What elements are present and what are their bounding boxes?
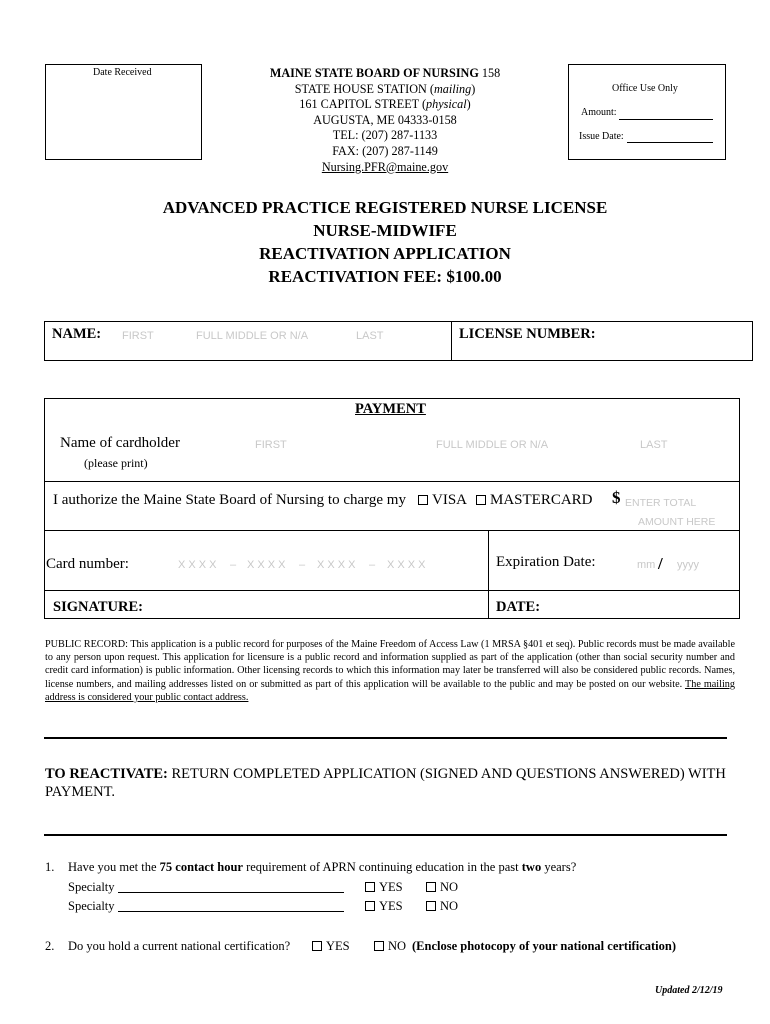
q1-row1-yes-label: YES xyxy=(379,880,403,894)
payment-heading: PAYMENT xyxy=(355,401,426,417)
license-number-label: LICENSE NUMBER: xyxy=(459,326,596,342)
physical-line xyxy=(220,97,550,113)
date-received-box[interactable] xyxy=(45,64,202,160)
separator-2 xyxy=(44,834,727,836)
cardholder-last-field[interactable]: LAST xyxy=(640,439,668,451)
city-line: AUGUSTA, ME 04333-0158 xyxy=(313,112,457,127)
mastercard-label: MASTERCARD xyxy=(490,492,593,508)
reactivate-instructions xyxy=(45,765,735,801)
license-number-field[interactable] xyxy=(612,324,750,358)
q1-row1-yes[interactable] xyxy=(365,880,403,895)
q1-row1-yes-checkbox[interactable] xyxy=(365,882,375,892)
q2-yes-checkbox[interactable] xyxy=(312,941,322,951)
reactivate-label: TO REACTIVATE: xyxy=(45,766,168,782)
payment-divider-1 xyxy=(44,481,740,482)
q2-no-label: NO xyxy=(388,939,407,953)
q1-row1-no-label: NO xyxy=(440,880,459,894)
q1-text-e: years? xyxy=(541,860,577,874)
email-link[interactable]: Nursing.PFR@maine.gov xyxy=(321,159,449,174)
cardholder-label: Name of cardholder xyxy=(60,435,180,451)
title-line-1: ADVANCED PRACTICE REGISTERED NURSE LICENSE xyxy=(162,198,608,217)
mastercard-option[interactable] xyxy=(476,492,593,509)
public-record-underlined: The mailing address is considered your public contact address. xyxy=(45,678,735,703)
payment-vertical-divider xyxy=(488,530,489,619)
issue-date-label: Issue Date: xyxy=(579,131,624,142)
reactivate-text: RETURN COMPLETED APPLICATION (SIGNED AND QUESTIONS ANSWERED) WITH PAYMENT. xyxy=(45,766,726,800)
title-line-2: NURSE-MIDWIFE xyxy=(313,221,457,240)
physical-suffix: ) xyxy=(466,97,471,112)
office-use-label: Office Use Only xyxy=(612,83,678,94)
card-sep-1: – xyxy=(230,559,237,571)
payment-divider-2 xyxy=(44,530,740,531)
fax-line: FAX: (207) 287-1149 xyxy=(332,143,438,158)
mailing-suffix: ) xyxy=(471,81,476,96)
card-sep-3: – xyxy=(369,559,376,571)
name-license-divider xyxy=(451,321,452,361)
expiration-year-field[interactable]: yyyy xyxy=(677,559,699,571)
visa-label: VISA xyxy=(432,492,468,508)
q1-row2-yes-label: YES xyxy=(379,899,403,913)
q1-text xyxy=(68,860,576,875)
cardholder-first-field[interactable]: FIRST xyxy=(255,439,287,451)
q1-contact-hours: 75 contact hour xyxy=(159,860,243,874)
card-sep-2: – xyxy=(299,559,306,571)
visa-option[interactable] xyxy=(418,492,467,509)
card-group-3[interactable]: X X X X xyxy=(317,559,356,571)
q1-row2-no[interactable] xyxy=(426,899,458,914)
dollar-sign: $ xyxy=(612,488,621,507)
total-amount-field-line2: AMOUNT HERE xyxy=(638,516,716,528)
name-last-field[interactable]: LAST xyxy=(356,330,384,342)
separator-1 xyxy=(44,737,727,739)
public-record-body: PUBLIC RECORD: This application is a public record for purposes of the Maine Freedom of Access Law (1 MRSA §401 et seq). Public records must be made available to any person upon request. This application for licensure is a public record and information supplied as part of the application (other than social security number and credit card information) is public information. Other licensing records to which this information may later be transferred will also be considered public records. Names, license numbers, and mailing addresses listed on or submitted as part of this application will be available to the public and may be posted on our website. xyxy=(45,639,735,690)
expiration-label: Expiration Date: xyxy=(496,554,596,570)
signature-field[interactable] xyxy=(150,593,484,617)
q1-number: 1. xyxy=(45,860,55,874)
name-label: NAME: xyxy=(52,326,102,342)
q2-yes-label: YES xyxy=(326,939,350,953)
q2-no[interactable] xyxy=(374,939,406,954)
mailing-prefix: STATE HOUSE STATION ( xyxy=(294,81,434,96)
q1-row1-no[interactable] xyxy=(426,880,458,895)
card-group-4[interactable]: X X X X xyxy=(387,559,426,571)
form-title xyxy=(0,196,770,288)
office-use-box xyxy=(568,64,726,160)
q1-row2-no-checkbox[interactable] xyxy=(426,901,436,911)
mailing-line xyxy=(220,82,550,98)
issue-date-field[interactable] xyxy=(627,142,713,143)
expiration-month-field[interactable]: mm xyxy=(637,559,656,571)
title-line-4: REACTIVATION FEE: $100.00 xyxy=(268,267,502,286)
board-address xyxy=(220,66,550,175)
amount-label: Amount: xyxy=(581,107,617,118)
q1-text-c: requirement of APRN continuing education in the past xyxy=(242,860,522,874)
visa-checkbox[interactable] xyxy=(418,495,428,505)
q1-row2-yes[interactable] xyxy=(365,899,403,914)
q1-row2-yes-checkbox[interactable] xyxy=(365,901,375,911)
date-received-label: Date Received xyxy=(93,67,152,78)
authorize-text: I authorize the Maine State Board of Nursing to charge my xyxy=(53,492,406,508)
specialty-field-2[interactable] xyxy=(118,911,344,912)
amount-field[interactable] xyxy=(619,119,713,120)
card-group-2[interactable]: X X X X xyxy=(247,559,286,571)
physical-word: physical xyxy=(426,97,467,112)
physical-prefix: 161 CAPITOL STREET ( xyxy=(299,97,427,112)
title-line-3: REACTIVATION APPLICATION xyxy=(259,244,511,263)
q1-row1-no-checkbox[interactable] xyxy=(426,882,436,892)
payment-divider-3 xyxy=(44,590,740,591)
specialty-label-2: Specialty xyxy=(68,899,115,913)
mastercard-checkbox[interactable] xyxy=(476,495,486,505)
expiration-slash: / xyxy=(658,554,663,573)
q1-two: two xyxy=(521,860,542,874)
board-name-line xyxy=(220,66,550,82)
signature-label: SIGNATURE: xyxy=(53,599,143,615)
specialty-label-1: Specialty xyxy=(68,880,115,894)
name-middle-field[interactable]: FULL MIDDLE OR N/A xyxy=(196,330,309,342)
updated-date: Updated 2/12/19 xyxy=(655,985,723,996)
specialty-field-1[interactable] xyxy=(118,892,344,893)
tel-line: TEL: (207) 287-1133 xyxy=(332,128,438,143)
card-number-label: Card number: xyxy=(46,556,129,572)
card-group-1[interactable]: X X X X xyxy=(178,559,217,571)
q2-yes[interactable] xyxy=(312,939,350,954)
q2-no-checkbox[interactable] xyxy=(374,941,384,951)
please-print-label: (please print) xyxy=(84,456,148,470)
mailing-word: mailing xyxy=(433,81,472,96)
q2-text: Do you hold a current national certification? xyxy=(68,939,291,953)
date-field[interactable] xyxy=(550,593,736,617)
public-record-text xyxy=(45,638,735,704)
q2-number: 2. xyxy=(45,939,55,953)
board-name: MAINE STATE BOARD OF NURSING xyxy=(269,66,479,80)
q2-enclose-note: (Enclose photocopy of your national certification) xyxy=(412,939,676,953)
board-number: 158 xyxy=(478,66,501,80)
total-amount-field[interactable]: ENTER TOTAL xyxy=(625,497,697,509)
name-first-field[interactable]: FIRST xyxy=(122,330,154,342)
q1-text-a: Have you met the xyxy=(68,860,160,874)
cardholder-middle-field[interactable]: FULL MIDDLE OR N/A xyxy=(436,439,549,451)
q1-row2-no-label: NO xyxy=(440,899,459,913)
date-label: DATE: xyxy=(496,599,541,615)
